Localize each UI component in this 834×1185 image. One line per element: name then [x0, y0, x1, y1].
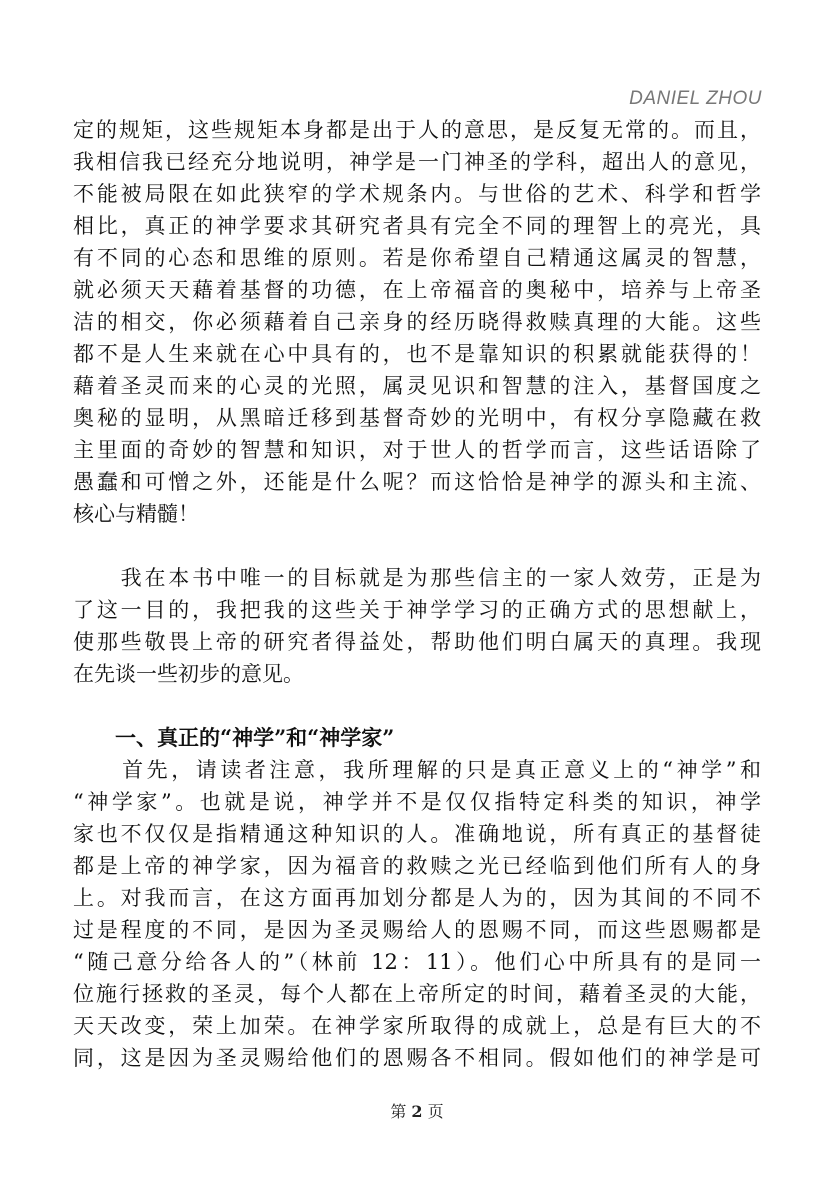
text-line: 奥秘的显明，从黑暗迁移到基督奇妙的光明中，有权分享隐藏在救 [73, 406, 761, 430]
paragraph-gap [73, 530, 761, 562]
page-body [73, 114, 761, 1074]
paragraph [73, 754, 761, 1074]
page-number: 2 [411, 1102, 423, 1121]
text-line: “神学家”。也就是说，神学并不是仅仅指特定科类的知识，神学 [73, 790, 761, 814]
text-line: 在先谈一些初步的意见。 [73, 662, 304, 686]
text-line: 主里面的奇妙的智慧和知识，对于世人的哲学而言，这些话语除了 [73, 438, 761, 462]
text-line: 使那些敬畏上帝的研究者得益处，帮助他们明白属天的真理。我现 [73, 630, 761, 654]
text-line: 有不同的心态和思维的原则。若是你希望自己精通这属灵的智慧， [73, 246, 761, 270]
text-line: 不能被局限在如此狭窄的学术规条内。与世俗的艺术、科学和哲学 [73, 182, 761, 206]
page-footer [0, 1099, 834, 1122]
text-line: 过是程度的不同，是因为圣灵赐给人的恩赐不同，而这些恩赐都是 [73, 918, 761, 942]
text-line: 相比，真正的神学要求其研究者具有完全不同的理智上的亮光，具 [73, 214, 761, 238]
paragraph [73, 562, 761, 690]
text-line: 位施行拯救的圣灵，每个人都在上帝所定的时间，藉着圣灵的大能， [73, 982, 761, 1006]
text-line: 首先，请读者注意，我所理解的只是真正意义上的“神学”和 [73, 758, 761, 782]
paragraph-gap [73, 690, 761, 722]
text-line: 就必须天天藉着基督的功德，在上帝福音的奥秘中，培养与上帝圣 [73, 278, 761, 302]
page-label-prefix: 第 [390, 1102, 407, 1121]
text-line: 藉着圣灵而来的心灵的光照，属灵见识和智慧的注入，基督国度之 [73, 374, 761, 398]
text-line: 了这一目的，我把我的这些关于神学学习的正确方式的思想献上， [73, 598, 761, 622]
text-line: 愚蠢和可憎之外，还能是什么呢？而这恰恰是神学的源头和主流、 [73, 470, 761, 494]
text-line: 定的规矩，这些规矩本身都是出于人的意思，是反复无常的。而且， [73, 118, 761, 142]
text-line: 天天改变，荣上加荣。在神学家所取得的成就上，总是有巨大的不 [73, 1014, 761, 1038]
text-line: 我在本书中唯一的目标就是为那些信主的一家人效劳，正是为 [73, 566, 761, 590]
text-line: 都不是人生来就在心中具有的，也不是靠知识的积累就能获得的！ [73, 342, 761, 366]
page-label-suffix: 页 [427, 1102, 444, 1121]
section-heading: 一、真正的“神学”和“神学家” [73, 725, 395, 750]
paragraph [73, 114, 761, 530]
text-line: 家也不仅仅是指精通这种知识的人。准确地说，所有真正的基督徒 [73, 822, 761, 846]
text-line: “随己意分给各人的”（林前 12：11）。他们心中所具有的是同一 [73, 950, 761, 974]
text-line: 核心与精髓！ [73, 502, 199, 526]
text-line: 上。对我而言，在这方面再加划分都是人为的，因为其间的不同不 [73, 886, 761, 910]
running-header-author: DANIEL ZHOU [629, 88, 762, 109]
text-line: 洁的相交，你必须藉着自己亲身的经历晓得救赎真理的大能。这些 [73, 310, 761, 334]
text-line: 同，这是因为圣灵赐给他们的恩赐各不相同。假如他们的神学是可 [73, 1046, 761, 1070]
text-line: 都是上帝的神学家，因为福音的救赎之光已经临到他们所有人的身 [73, 854, 761, 878]
text-line: 我相信我已经充分地说明，神学是一门神圣的学科，超出人的意见， [73, 150, 761, 174]
